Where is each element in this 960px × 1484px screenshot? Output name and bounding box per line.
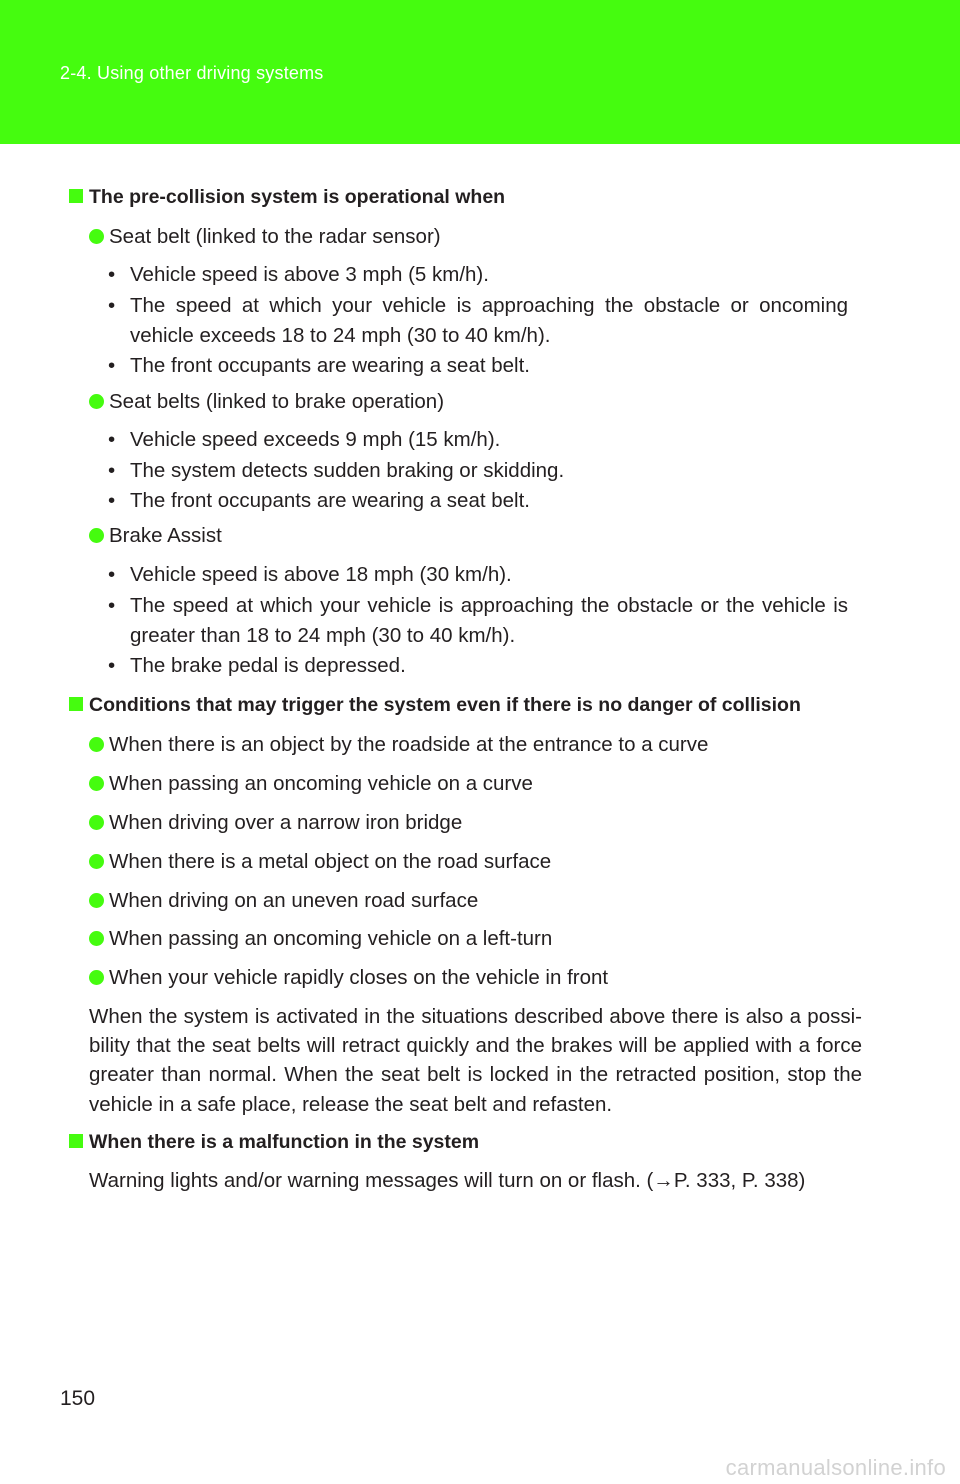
list-item: When driving over a narrow iron bridge [89,811,462,835]
round-bullet-icon [89,893,104,908]
section-heading-operational: The pre-collision system is operational when [69,186,505,209]
paragraph-line: When the system is activated in the situations described above there is also a possi- [89,1005,862,1028]
list-item: When passing an oncoming vehicle on a curve [89,772,533,796]
list-item: When there is an object by the roadside at the entrance to a curve [89,733,708,757]
sub-list-item: • Vehicle speed is above 3 mph (5 km/h). [108,263,489,286]
sub-list-item-continued: greater than 18 to 24 mph (30 to 40 km/h). [130,624,516,647]
section-title: 2-4. Using other driving systems [60,63,324,83]
sub-list-item: • Vehicle speed exceeds 9 mph (15 km/h). [108,428,501,451]
paragraph-line: greater than normal. When the seat belt is locked in the retracted position, stop the [89,1063,862,1086]
round-bullet-icon [89,528,104,543]
sub-list-item: • [108,294,116,317]
round-bullet-icon [89,394,104,409]
sub-list-item: • Vehicle speed is above 18 mph (30 km/h). [108,563,512,586]
section-heading-malfunction: When there is a malfunction in the system [69,1131,479,1154]
list-item: When there is a metal object on the road surface [89,850,551,874]
round-bullet-icon [89,737,104,752]
round-bullet-icon [89,229,104,244]
round-bullet-icon [89,931,104,946]
sub-list-item: • The front occupants are wearing a seat belt. [108,354,530,377]
section-heading-conditions: Conditions that may trigger the system even if there is no danger of collision [69,694,801,717]
round-bullet-icon [89,776,104,791]
sub-list-item: • The front occupants are wearing a seat belt. [108,489,530,512]
sub-list-item: • [108,594,116,617]
sub-list-item-continued: vehicle exceeds 18 to 24 mph (30 to 40 km/h). [130,324,551,347]
watermark: carmanualsonline.info [725,1455,946,1480]
list-item: When driving on an uneven road surface [89,889,478,913]
sub-list-item: • The brake pedal is depressed. [108,654,406,677]
page-number: 150 [60,1387,96,1410]
round-bullet-icon [89,815,104,830]
round-bullet-icon [89,854,104,869]
sub-list-item-text: The speed at which your vehicle is approaching the obstacle or oncoming [130,294,848,317]
round-bullet-icon [89,970,104,985]
list-item: When your vehicle rapidly closes on the vehicle in front [89,966,608,990]
list-item: When passing an oncoming vehicle on a left-turn [89,927,552,951]
paragraph-line: bility that the seat belts will retract quickly and the brakes will be applied with a force [89,1034,862,1057]
paragraph-line: vehicle in a safe place, release the seat belt and refasten. [89,1093,613,1116]
square-bullet-icon [69,189,83,203]
list-item: Brake Assist [89,524,222,548]
square-bullet-icon [69,697,83,711]
sub-list-item: • The system detects sudden braking or skidding. [108,459,565,482]
list-item: Seat belts (linked to brake operation) [89,390,444,414]
sub-list-item-text: The speed at which your vehicle is approaching the obstacle or the vehicle is [130,594,848,617]
malfunction-text: Warning lights and/or warning messages will turn on or flash. (→P. 333, P. 338) [89,1169,806,1192]
list-item: Seat belt (linked to the radar sensor) [89,225,441,249]
square-bullet-icon [69,1134,83,1148]
header-band [0,0,960,144]
